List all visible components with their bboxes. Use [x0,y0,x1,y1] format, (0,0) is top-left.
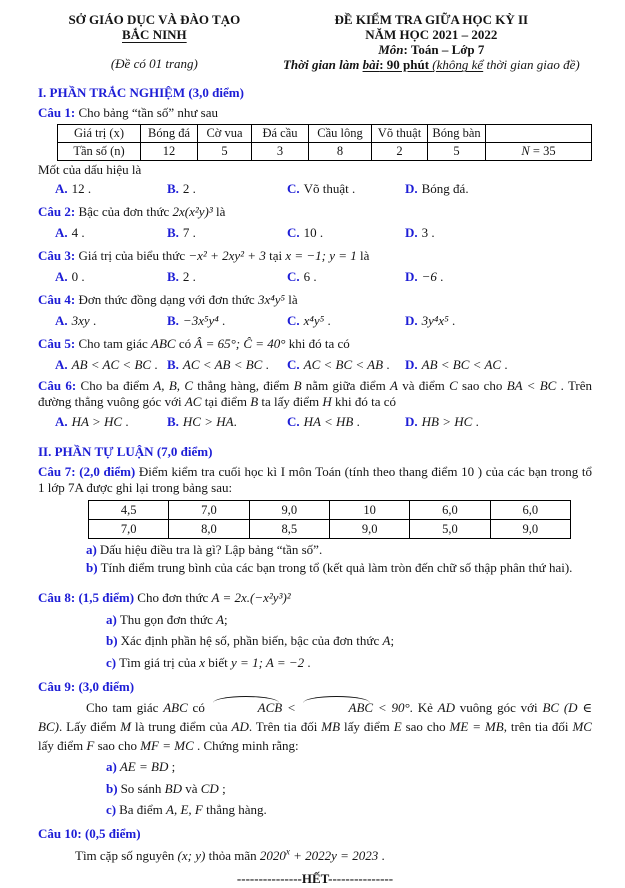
option-text: 7 . [182,225,196,241]
option-letter: A. [55,413,68,429]
option-d [405,180,592,198]
option-text: 3xy . [71,313,97,329]
option-b [167,356,287,374]
issuer-province: BẮC NINH [122,27,187,43]
question-9-prompt: Cho tam giác ABC có ACB < ABC < 90°. Kẻ AD vuông góc với BC (D ∈ BC). Lấy điểm M là trung điểm của AD. Trên tia đối MB lấy điểm E sao cho ME = MB, trên tia đối MC lấy điểm F sao cho MF = MC . Chứng minh rằng: [38,699,592,753]
option-c [287,180,405,198]
section-1-title: I. PHẦN TRẮC NGHIỆM (3,0 điểm) [38,85,244,101]
scores-table [88,500,571,539]
table-cell: 5,0 [410,519,490,538]
option-a [55,180,167,198]
question-5-prompt: Cho tam giác ABC có Â = 65°; Ĉ = 40° khi đó ta có [78,336,350,352]
option-letter: B. [167,181,179,197]
option-letter: D. [405,269,418,285]
option-d [405,224,592,242]
option-c [287,413,405,431]
table-cell: Võ thuật [372,124,428,142]
question-5-label: Câu 5: [38,336,76,352]
question-10 [38,826,592,843]
table-cell: Giá trị (x) [58,124,141,142]
option-letter: D. [405,181,418,197]
table-cell: 3 [252,142,309,160]
page-count-note: (Đề có 01 trang) [110,56,198,72]
question-8-item-a [106,611,592,629]
option-c [287,312,405,330]
item-label: c) [106,802,117,818]
option-text: AB < AC < BC . [71,357,158,373]
question-3-label: Câu 3: [38,248,76,264]
option-letter: A. [55,269,68,285]
question-8 [38,589,592,608]
exam-title: ĐỀ KIỂM TRA GIỮA HỌC KỲ II [334,12,529,27]
option-text: 0 . [71,269,85,285]
option-letter: B. [167,413,179,429]
item-text: Xác định phần hệ số, phần biến, bậc của đơn thức A; [120,633,395,649]
question-1-prompt: Cho bảng “tần số” như sau [78,104,218,120]
table-cell-total: N = 35 [486,142,592,160]
end-marker: ---------------HẾT--------------- [236,870,394,886]
table-cell: Tần số (n) [58,142,141,160]
item-text: Tìm giá trị của x biết y = 1; A = −2 . [119,654,311,670]
table-cell: 8,0 [169,519,249,538]
option-text: HA < HB . [303,413,360,429]
question-9-item-b [106,780,592,798]
table-cell: 7,0 [89,519,169,538]
exam-title-block [271,12,592,72]
option-c [287,356,405,374]
question-4-options [55,312,592,330]
option-letter: D. [405,413,418,429]
option-text: 6 . [303,269,317,285]
subject-line: Môn: Toán – Lớp 7 [378,42,485,58]
question-5-options [55,356,592,374]
question-8-item-c [106,654,592,672]
question-4 [38,291,592,310]
table-cell: 8 [309,142,372,160]
question-4-label: Câu 4: [38,292,76,308]
option-letter: C. [287,269,300,285]
issuer-block [38,12,271,72]
option-letter: B. [167,313,179,329]
option-text: 12 . [71,181,92,197]
option-a [55,413,167,431]
table-cell: Cầu lông [309,124,372,142]
question-10-prompt: Tìm cặp số nguyên (x; y) thỏa mãn $2020^x + 2022y = 2023$ . [75,847,385,864]
table-cell: Đá cầu [252,124,309,142]
option-letter: A. [55,313,68,329]
option-d [405,312,592,330]
item-label: c) [106,654,117,670]
item-text: Tính điểm trung bình của các bạn trong tổ (kết quả làm tròn đến chữ số thập phân thứ hai). [100,560,573,576]
time-limit-line: Thời gian làm bài: 90 phút (không kể thời gian giao đề) [282,57,580,73]
frequency-table-header-row [58,124,592,142]
table-cell: 6,0 [410,500,490,519]
question-4-prompt: Đơn thức đồng dạng với đơn thức 3x⁴y⁵ là [78,292,298,308]
table-cell: Bóng đá [141,124,198,142]
question-6-prompt: Cho ba điểm A, B, C thẳng hàng, điểm B nằm giữa điểm A và điểm C sao cho BA < BC . Trên đường thẳng vuông góc với AC tại điểm B ta lấy điểm H khi đó ta có [38,377,593,410]
option-letter: B. [167,269,179,285]
question-1 [38,105,592,122]
table-cell: 7,0 [169,500,249,519]
question-6-label: Câu 6: [38,377,77,393]
option-text: 4 . [71,225,85,241]
option-text: 3y⁴x⁵ . [421,313,456,329]
table-cell: Bóng bàn [428,124,486,142]
option-text: −6 . [421,269,444,285]
table-cell: 9,0 [249,500,329,519]
question-6 [38,378,592,411]
scores-row-1 [89,500,571,519]
option-text: HC > HA. [182,413,237,429]
option-letter: D. [405,313,418,329]
question-9-item-c [106,801,592,819]
option-d [405,268,592,286]
table-cell: 4,5 [89,500,169,519]
question-3 [38,247,592,266]
option-letter: B. [167,225,179,241]
option-a [55,356,167,374]
option-text: x⁴y⁵ . [303,313,331,329]
option-letter: C. [287,413,300,429]
option-letter: C. [287,357,300,373]
frequency-table [57,124,592,161]
option-letter: D. [405,357,418,373]
item-label: b) [106,780,118,796]
question-5 [38,335,592,354]
question-7-label: Câu 7: (2,0 điểm) [38,463,136,479]
option-a [55,312,167,330]
question-7-item-b [86,560,592,577]
table-cell [486,124,592,142]
table-cell: 12 [141,142,198,160]
option-text: HA > HC . [71,413,129,429]
table-cell: 8,5 [249,519,329,538]
option-text: Võ thuật . [303,181,356,197]
question-7-prompt: Điểm kiểm tra cuối học kì I môn Toán (tính theo thang điểm 10 ) của các bạn trong tổ 1 lớp 7A được ghi lại trong bảng sau: [38,463,593,496]
option-d [405,356,592,374]
item-text: Ba điểm A, E, F thẳng hàng. [119,802,267,818]
question-3-prompt: Giá trị của biểu thức −x² + 2xy² + 3 tại x = −1; y = 1 là [78,248,370,264]
table-cell: 5 [198,142,252,160]
option-text: 3 . [421,225,435,241]
exam-header [38,12,592,72]
option-letter: C. [287,225,300,241]
option-letter: A. [55,357,68,373]
table-cell: 10 [329,500,409,519]
option-b [167,268,287,286]
question-1-label: Câu 1: [38,104,76,120]
section-2-title: II. PHẦN TỰ LUẬN (7,0 điểm) [38,443,213,459]
table-cell: Cờ vua [198,124,252,142]
question-3-options [55,268,592,286]
option-a [55,224,167,242]
question-2-options [55,224,592,242]
option-text: 2 . [182,181,196,197]
option-b [167,180,287,198]
question-1-subprompt: Mốt của dấu hiệu là [38,161,142,177]
option-letter: C. [287,313,300,329]
question-8-prompt: Cho đơn thức A = 2x.(−x²y³)² [137,590,291,606]
frequency-table-value-row [58,142,592,160]
option-d [405,413,592,431]
table-cell: 6,0 [490,500,570,519]
question-1-options [55,180,592,198]
option-c [287,268,405,286]
table-cell: 2 [372,142,428,160]
option-text: AB < BC < AC . [421,357,508,373]
option-text: 10 . [303,225,324,241]
question-6-options [55,413,592,431]
option-text: HB > HC . [421,413,479,429]
item-label: b) [86,560,98,576]
item-label: a) [106,611,117,627]
question-9-label: Câu 9: (3,0 điểm) [38,679,135,695]
item-text: Dấu hiệu điều tra là gì? Lập bảng “tần số”. [99,541,323,557]
question-2 [38,203,592,222]
question-2-label: Câu 2: [38,204,76,220]
question-8-label: Câu 8: (1,5 điểm) [38,590,135,606]
question-7 [38,464,592,497]
option-text: AC < BC < AB . [303,357,390,373]
scores-row-2 [89,519,571,538]
school-year: NĂM HỌC 2021 – 2022 [365,27,498,43]
item-text: So sánh BD và CD ; [120,780,226,796]
item-label: b) [106,633,118,649]
option-letter: C. [287,181,300,197]
table-cell: 5 [428,142,486,160]
option-b [167,312,287,330]
option-c [287,224,405,242]
item-label: a) [106,759,117,775]
option-letter: D. [405,225,418,241]
option-text: Bóng đá. [421,181,469,197]
item-label: a) [86,541,97,557]
option-text: 2 . [182,269,196,285]
option-letter: B. [167,357,179,373]
table-cell: 9,0 [490,519,570,538]
option-b [167,224,287,242]
option-a [55,268,167,286]
item-text: AE = BD ; [119,759,176,775]
question-9-item-a [106,758,592,776]
option-b [167,413,287,431]
issuer-name: SỞ GIÁO DỤC VÀ ĐÀO TẠO [68,12,241,27]
option-text: −3x⁵y⁴ . [182,313,226,329]
option-letter: A. [55,225,68,241]
question-2-prompt: Bậc của đơn thức 2x(x²y)³ là [78,204,226,220]
item-text: Thu gọn đơn thức A; [119,611,228,627]
question-9 [38,679,592,696]
table-cell: 9,0 [329,519,409,538]
question-8-item-b [106,632,592,650]
question-10-label: Câu 10: (0,5 điểm) [38,825,141,841]
option-text: AC < AB < BC . [182,357,269,373]
option-letter: A. [55,181,68,197]
question-7-item-a [86,542,592,559]
